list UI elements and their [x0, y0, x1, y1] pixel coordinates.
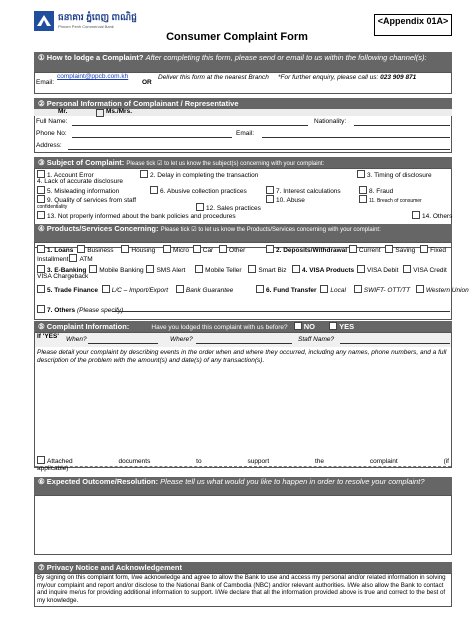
email-link[interactable]: complaint@ppcb.com.kh	[57, 73, 129, 80]
others-label: 7. Others	[47, 307, 76, 314]
deliver-text: Deliver this form at the nearest Branch	[158, 74, 269, 81]
staff-label: Staff Name?	[298, 336, 335, 343]
visa-label: 4. VISA Products	[302, 267, 355, 274]
mr-checkbox[interactable]	[96, 109, 104, 117]
address-label: Address:	[36, 142, 62, 149]
section-4-subtitle: Please tick ☑ to let us know the Products/Services concerning with your complaint:	[160, 227, 381, 233]
section-6-title: ⑥ Expected Outcome/Resolution:	[38, 477, 159, 486]
section-6-subtitle: Please tell us what would you like to happen in order to resolve your complaint?	[160, 477, 425, 486]
section-3-header	[34, 157, 452, 168]
ms-option[interactable]	[106, 108, 132, 116]
subject-fraud[interactable]: 8. Fraud	[359, 186, 393, 196]
bank-logo-icon	[34, 11, 54, 31]
attached-docs-divider	[35, 466, 451, 467]
privacy-text: By signing on this complaint form, I/we acknowledge and agree to allow the Bank to use and access my personal and/or related information in solving my/our complaint and report and/or disclose to the National Bank of Cambodia (NBC) and/or relevant authorities. I/We also allow the Bank to contact and inquire me/us for providing additional information to support. I/We declare that all the information provided above is true and correct to the best of my knowledge.	[37, 574, 446, 604]
lodged-before-question: Have you lodged this complaint with us before?	[151, 324, 288, 331]
others-sub: (Please specify)	[77, 307, 124, 314]
others-row	[37, 305, 123, 315]
bank-logo	[34, 11, 54, 31]
full-name-field[interactable]	[72, 125, 308, 126]
subject-timing[interactable]: 3. Timing of disclosure	[357, 170, 432, 180]
enquiry-text	[278, 74, 450, 82]
section-4-header	[34, 224, 452, 242]
fund-label: 6. Fund Transfer	[266, 287, 317, 294]
where-label: Where?	[170, 336, 193, 343]
subject-interest[interactable]: 7. Interest calculations	[266, 186, 341, 196]
section-2-header	[34, 98, 452, 109]
complaint-detail-text: Please detail your complaint by describing events in the order when and where they occurred, including any names, phone numbers, and a full description of the problem with the amount(s) and date(s) of any transaction(s).	[37, 349, 447, 364]
subject-lack-disclosure[interactable]: 4. Lack of accurate disclosure	[37, 178, 123, 185]
subject-sales[interactable]: 12. Sales practices	[196, 203, 261, 213]
trade-row: 5. Trade Finance L/C – Import/Export Bank Guarantee	[37, 285, 233, 295]
deposits-label: 2. Deposits/Withdrawal	[276, 247, 348, 254]
mr-label: Mr.	[58, 108, 68, 115]
others-field[interactable]	[112, 311, 450, 312]
ebanking-label: 3. E-Banking	[47, 267, 87, 274]
form-title: Consumer Complaint Form	[166, 31, 308, 43]
attached-docs-row[interactable]: Attached documents to support the complaint (if applicable)	[37, 458, 449, 472]
section-1-title: ① How to lodge a Complaint?	[38, 53, 144, 62]
mr-option[interactable]	[58, 108, 67, 116]
subject-misleading[interactable]: 5. Misleading information	[37, 186, 119, 196]
loans-label: 1. Loans	[47, 247, 74, 254]
or-label: OR	[142, 79, 152, 86]
phone-field[interactable]	[72, 137, 232, 138]
section-6-body[interactable]	[34, 495, 452, 555]
address-field[interactable]	[68, 149, 450, 150]
when-label: When?	[66, 336, 87, 343]
section-5-title: ⑤ Complaint Information:	[38, 322, 130, 331]
staff-field[interactable]	[340, 343, 450, 344]
subject-breach[interactable]: 11. Breach of consumer	[359, 195, 422, 205]
ms-label: Ms./Mrs.	[106, 108, 133, 115]
section-3-subtitle: Please tick ☑ to let us know the subject(s) concerning with your complaint:	[126, 161, 325, 167]
email-field[interactable]	[262, 137, 450, 138]
phone-label: Phone No:	[36, 130, 67, 137]
subject-others[interactable]: 14. Others	[412, 211, 452, 221]
section-5-header	[34, 321, 452, 332]
section-4-title: ④ Products/Services Concerning:	[38, 224, 159, 233]
subject-account-error[interactable]: 1. Account Error	[37, 170, 94, 180]
subject-quality[interactable]: 9. Quality of services from staff	[37, 195, 136, 205]
fund-row: 6. Fund Transfer Local SWIFT- OTT/TT Western Union	[256, 285, 469, 295]
nationality-field[interactable]	[354, 125, 450, 126]
if-yes-label: If 'YES'	[37, 333, 59, 340]
subject-abuse[interactable]: 10. Abuse	[266, 195, 305, 205]
when-field[interactable]	[88, 343, 158, 344]
bank-name-en: Phnom Penh Commercial Bank	[58, 24, 114, 29]
subject-abusive[interactable]: 6. Abusive collection practices	[150, 186, 247, 196]
appendix-text: <Appendix 01A>	[377, 16, 449, 26]
section-1-subtitle: After completing this form, please send or email to us within the following channel(s):	[145, 53, 427, 62]
visa-row-2: VISA Chargeback	[37, 273, 89, 280]
ebanking-row: 3. E-Banking Mobile Banking SMS Alert Mobile Teller Smart Biz	[37, 265, 287, 275]
enquiry-phone: 023 909 871	[380, 74, 417, 81]
no-checkbox[interactable]	[294, 322, 302, 330]
loans-row: 1. Loans Business Housing Micro Car Other	[37, 245, 245, 255]
visa-row: 4. VISA Products VISA Debit VISA Credit	[292, 265, 447, 275]
where-field[interactable]	[196, 343, 292, 344]
yes-label: YES	[339, 322, 355, 331]
email-field-label: Email:	[236, 130, 255, 137]
yes-checkbox[interactable]	[329, 322, 337, 330]
bank-name-km: ធនាគារ ភ្នំពេញ ពាណិជ្ជ	[58, 12, 137, 22]
complaint-detail-area[interactable]	[36, 368, 448, 452]
section-7-title: ⑦ Privacy Notice and Acknowledgement	[38, 563, 182, 572]
section-1-header	[34, 52, 452, 72]
no-label: NO	[303, 322, 315, 331]
loans-row-2: Installment ATM	[37, 256, 93, 263]
subject-not-informed[interactable]: 13. Not properly informed about the bank policies and procedures	[37, 211, 236, 221]
full-name-label: Full Name:	[36, 118, 68, 125]
section-3-title: ③ Subject of Complaint:	[38, 158, 125, 167]
subject-delay[interactable]: 2. Delay in completing the transaction	[140, 170, 258, 180]
enquiry-label: *For further enquiry, please call us:	[278, 74, 379, 81]
if-yes-row	[35, 333, 451, 347]
section-7-header	[34, 562, 452, 573]
deposits-row: 2. Deposits/Withdrawal Current Saving Fixed	[266, 245, 446, 255]
subject-confidentiality: confidentiality	[37, 204, 68, 210]
section-2-title: ② Personal Information of Complainant / Representative	[38, 99, 239, 108]
email-label: Email:	[36, 79, 55, 86]
trade-label: 5. Trade Finance	[47, 287, 98, 294]
section-6-header	[34, 477, 452, 495]
nationality-label: Nationality:	[314, 118, 347, 125]
